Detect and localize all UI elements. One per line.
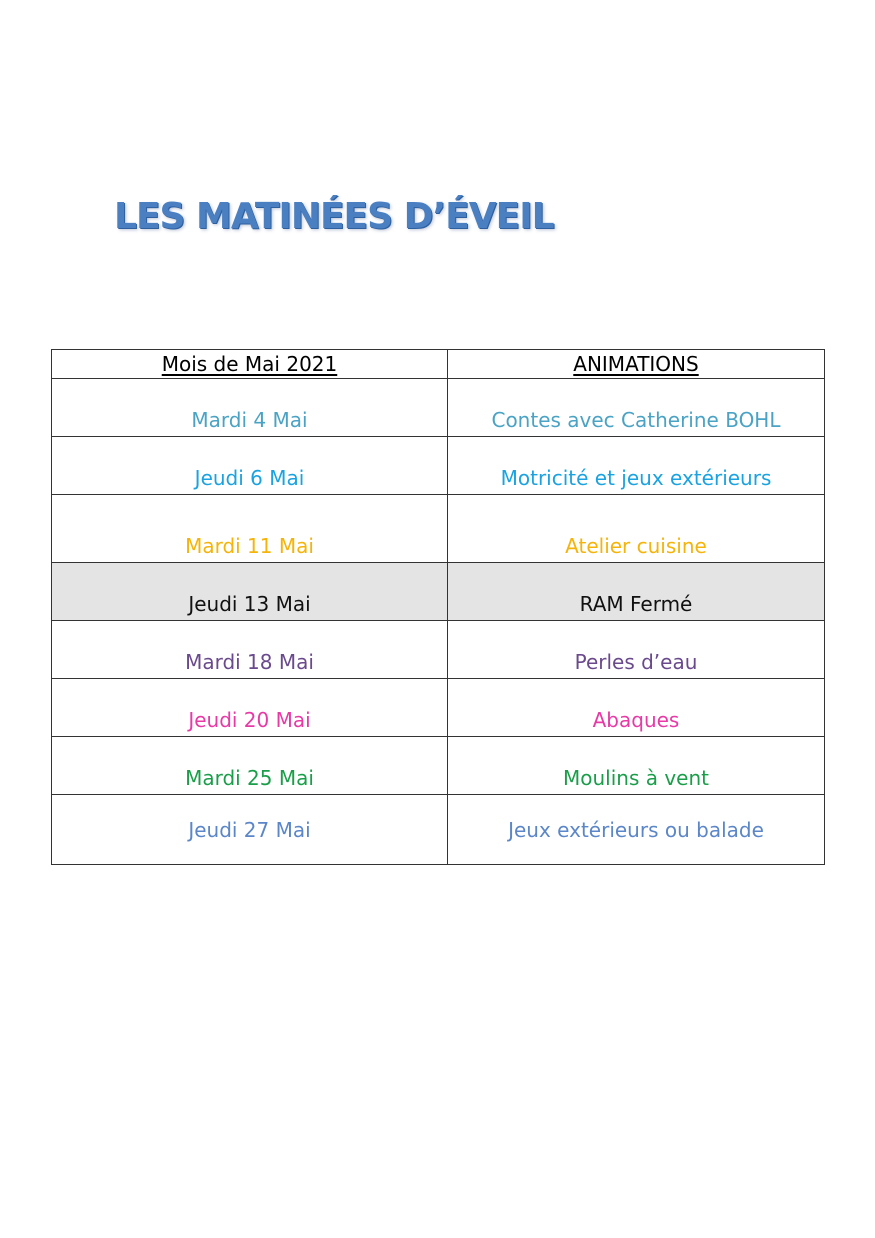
animation-cell: Motricité et jeux extérieurs [448,437,825,495]
date-cell: Mardi 4 Mai [52,379,448,437]
date-cell: Jeudi 27 Mai [52,795,448,865]
date-cell: Jeudi 13 Mai [52,563,448,621]
page-title: LES MATINÉES D’ÉVEIL [114,196,554,237]
date-cell: Mardi 11 Mai [52,495,448,563]
table-row [52,437,825,495]
date-cell: Mardi 25 Mai [52,737,448,795]
schedule-table [51,349,825,865]
date-cell: Jeudi 6 Mai [52,437,448,495]
table-row [52,737,825,795]
table-row [52,621,825,679]
date-cell: Mardi 18 Mai [52,621,448,679]
table-header-row [52,350,825,379]
table-row [52,795,825,865]
animation-cell: Contes avec Catherine BOHL [448,379,825,437]
animation-cell: Jeux extérieurs ou balade [448,795,825,865]
animation-cell: Abaques [448,679,825,737]
table-row [52,679,825,737]
table-row [52,379,825,437]
animation-cell: Perles d’eau [448,621,825,679]
table-row-closed [52,563,825,621]
animation-cell: Atelier cuisine [448,495,825,563]
table-row [52,495,825,563]
date-cell: Jeudi 20 Mai [52,679,448,737]
animation-cell: Moulins à vent [448,737,825,795]
animation-cell: RAM Fermé [448,563,825,621]
header-month: Mois de Mai 2021 [52,350,448,379]
header-animations: ANIMATIONS [448,350,825,379]
